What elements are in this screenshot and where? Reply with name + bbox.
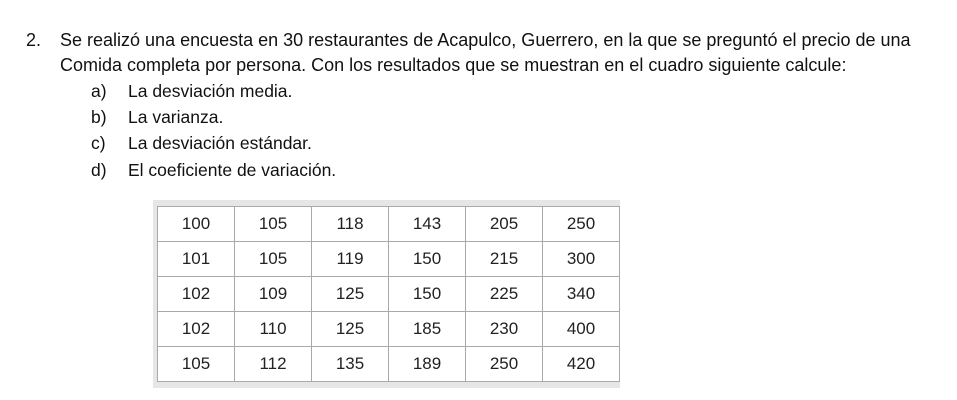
item-text: La desviación estándar. xyxy=(128,133,312,153)
statement-line-2: Comida completa por persona. Con los resultados que se muestran en el cuadro siguiente calcule: xyxy=(60,55,847,75)
table-cell: 185 xyxy=(389,312,466,347)
table-cell: 119 xyxy=(312,242,389,277)
table-cell: 125 xyxy=(312,312,389,347)
item-letter: d) xyxy=(91,160,107,180)
table-cell: 143 xyxy=(389,207,466,242)
table-cell: 205 xyxy=(466,207,543,242)
table-cell: 105 xyxy=(235,242,312,277)
table-cell: 105 xyxy=(235,207,312,242)
table-cell: 400 xyxy=(543,312,620,347)
table-row xyxy=(158,312,620,347)
table-cell: 105 xyxy=(158,347,235,382)
item-d xyxy=(91,159,336,181)
table-cell: 420 xyxy=(543,347,620,382)
item-a xyxy=(91,80,292,102)
item-c xyxy=(91,132,312,154)
table-cell: 225 xyxy=(466,277,543,312)
table-cell: 102 xyxy=(158,277,235,312)
item-letter: c) xyxy=(91,133,106,153)
table-cell: 118 xyxy=(312,207,389,242)
table-cell: 150 xyxy=(389,277,466,312)
table-cell: 110 xyxy=(235,312,312,347)
table-row xyxy=(158,207,620,242)
table-cell: 125 xyxy=(312,277,389,312)
table-cell: 109 xyxy=(235,277,312,312)
item-letter: a) xyxy=(91,81,107,101)
table-cell: 150 xyxy=(389,242,466,277)
statement-line-1: Se realizó una encuesta en 30 restaurantes de Acapulco, Guerrero, en la que se preguntó el precio de una xyxy=(60,30,911,50)
table-cell: 250 xyxy=(543,207,620,242)
table-cell: 189 xyxy=(389,347,466,382)
table-cell: 340 xyxy=(543,277,620,312)
table-cell: 101 xyxy=(158,242,235,277)
problem-number: 2. xyxy=(26,30,42,50)
table-cell: 250 xyxy=(466,347,543,382)
table-row xyxy=(158,242,620,277)
item-text: La desviación media. xyxy=(128,81,293,101)
table-cell: 135 xyxy=(312,347,389,382)
table-cell: 230 xyxy=(466,312,543,347)
item-text: La varianza. xyxy=(128,107,224,127)
table-cell: 102 xyxy=(158,312,235,347)
price-table xyxy=(157,206,620,382)
table-cell: 100 xyxy=(158,207,235,242)
table-cell: 300 xyxy=(543,242,620,277)
item-letter: b) xyxy=(91,107,107,127)
table-row xyxy=(158,277,620,312)
item-b xyxy=(91,106,223,128)
table-row xyxy=(158,347,620,382)
price-table-frame xyxy=(153,200,620,388)
item-text: El coeficiente de variación. xyxy=(128,160,337,180)
table-cell: 112 xyxy=(235,347,312,382)
table-cell: 215 xyxy=(466,242,543,277)
